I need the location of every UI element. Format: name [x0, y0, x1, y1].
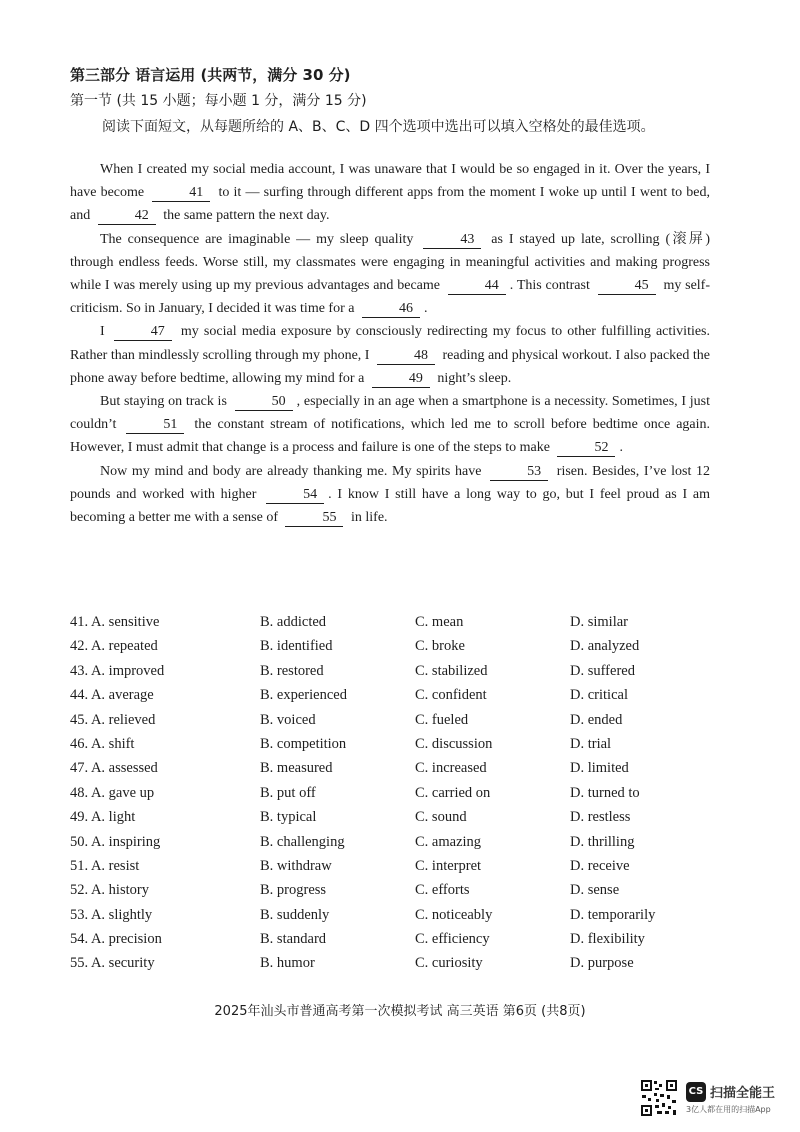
- blank-46: 46: [362, 301, 420, 318]
- option-b: B. typical: [260, 809, 317, 826]
- question-row: [70, 834, 750, 858]
- question-row: [70, 687, 750, 711]
- text: the constant stream of notifications, which led me to scroll before bedtime once again. However, I must admit that change is a process and failure is one of the steps to make: [70, 417, 711, 456]
- option-c: C. sound: [415, 809, 467, 826]
- text: The consequence are imaginable — my sleep quality: [100, 231, 414, 247]
- paragraph-3: [70, 320, 710, 390]
- question-row: [70, 638, 750, 662]
- option-d: D. purpose: [570, 955, 634, 972]
- text: . I know I still have a long way to go, but I feel proud as I am becoming a better me with a sense of: [70, 486, 711, 526]
- option-b: B. restored: [260, 662, 324, 679]
- text: night’s sleep.: [437, 370, 512, 386]
- option-d: D. turned to: [570, 784, 640, 801]
- option-b: B. measured: [260, 760, 333, 777]
- paragraph-5: [70, 460, 710, 530]
- option-c: C. interpret: [415, 857, 482, 874]
- option-a: 44. A. average: [70, 687, 154, 704]
- text: .: [619, 440, 623, 456]
- option-c: C. amazing: [415, 833, 482, 850]
- question-row: [70, 785, 750, 809]
- option-a: 53. A. slightly: [70, 906, 153, 923]
- option-a: 48. A. gave up: [70, 784, 155, 801]
- blank-54: 54: [266, 487, 324, 504]
- text: .: [423, 301, 428, 317]
- option-b: B. humor: [260, 955, 315, 972]
- blank-41: 41: [152, 185, 210, 202]
- option-b: B. put off: [260, 784, 316, 801]
- option-c: C. noticeably: [415, 906, 493, 923]
- option-c: C. efficiency: [415, 931, 490, 948]
- text: When I created my social media account, I was unaware that I would be so engaged in it. Over the years, I have become: [70, 162, 710, 201]
- option-c: C. broke: [415, 638, 465, 655]
- option-b: B. withdraw: [260, 857, 332, 874]
- option-d: D. temporarily: [570, 906, 656, 923]
- question-row: [70, 614, 750, 638]
- option-c: C. mean: [415, 614, 464, 630]
- subsection-title: 第一节 (共 15 小题；每小题 1 分，满分 15 分): [70, 93, 367, 109]
- scanner-logo-icon: CS: [686, 1082, 706, 1102]
- option-a: 42. A. repeated: [70, 638, 158, 655]
- option-a: 47. A. assessed: [70, 760, 158, 777]
- text: , especially in an age when a smartphone is a necessity. Sometimes, I just couldn’t: [70, 394, 710, 433]
- blank-53: 53: [490, 464, 548, 481]
- option-c: C. curiosity: [415, 955, 483, 972]
- question-row: [70, 760, 750, 784]
- paragraph-2: [70, 228, 710, 321]
- option-c: C. increased: [415, 760, 487, 777]
- option-a: 52. A. history: [70, 882, 149, 899]
- option-a: 49. A. light: [70, 809, 136, 826]
- text: risen. Besides, I’ve lost 12 pounds and worked with higher: [70, 463, 711, 502]
- scanner-app-name: 扫描全能王: [710, 1086, 776, 1101]
- blank-50: 50: [235, 394, 293, 411]
- text: my social media exposure by consciously redirecting my focus to other fulfilling activities. Rather than mindlessly scrolling through my phone, I: [70, 324, 711, 363]
- question-row: [70, 955, 750, 979]
- option-c: C. carried on: [415, 784, 491, 801]
- option-a: 45. A. relieved: [70, 711, 156, 728]
- blank-51: 51: [126, 417, 184, 434]
- option-d: D. ended: [570, 711, 623, 728]
- text: as I stayed up late, scrolling (滚屏) through endless feeds. Worse still, my classmates were engaging in meaningful activities and making progress while I was merely using up my previous advantages and became: [70, 231, 710, 294]
- option-b: B. experienced: [260, 687, 347, 704]
- option-c: C. efforts: [415, 882, 470, 899]
- option-d: D. critical: [570, 687, 628, 704]
- option-d: D. trial: [570, 735, 612, 752]
- option-a: 50. A. inspiring: [70, 833, 161, 850]
- text: in life.: [350, 510, 388, 526]
- option-b: B. competition: [260, 735, 347, 752]
- text: my self-criticism. So in January, I decided it was time for a: [70, 278, 710, 317]
- blank-47: 47: [114, 324, 172, 341]
- question-row: [70, 931, 750, 955]
- blank-43: 43: [423, 232, 481, 249]
- option-d: D. sense: [570, 882, 620, 899]
- option-c: C. stabilized: [415, 662, 488, 679]
- text: to it — surfing through different apps from the moment I woke up until I went to bed, and: [70, 185, 711, 224]
- option-b: B. challenging: [260, 833, 345, 850]
- scanner-tagline: 3亿人都在用的扫描App: [686, 1105, 771, 1114]
- answer-options: [70, 614, 750, 980]
- option-b: B. identified: [260, 638, 333, 655]
- option-c: C. discussion: [415, 735, 493, 752]
- option-d: D. thrilling: [570, 833, 635, 850]
- scanner-watermark: [640, 1079, 790, 1119]
- text: reading and physical workout. I also packed the phone away before bedtime, allowing my mind for a: [70, 347, 711, 386]
- option-d: D. flexibility: [570, 931, 645, 948]
- question-row: [70, 882, 750, 906]
- instructions: 阅读下面短文，从每题所给的 A、B、C、D 四个选项中选出可以填入空格处的最佳选项。: [102, 119, 655, 135]
- option-d: D. receive: [570, 857, 630, 874]
- option-a: 54. A. precision: [70, 931, 162, 948]
- question-row: [70, 809, 750, 833]
- page-footer: 2025年汕头市普通高考第一次模拟考试 高三英语 第6页 (共8页): [214, 1004, 586, 1019]
- option-b: B. addicted: [260, 614, 327, 630]
- option-b: B. standard: [260, 931, 327, 948]
- blank-52: 52: [557, 440, 615, 457]
- option-a: 46. A. shift: [70, 735, 135, 752]
- question-row: [70, 712, 750, 736]
- cloze-passage: [70, 158, 710, 529]
- blank-48: 48: [377, 348, 435, 365]
- text: But staying on track is: [100, 394, 227, 410]
- section-title: 第三部分 语言运用 (共两节，满分 30 分): [70, 66, 351, 84]
- blank-42: 42: [98, 208, 156, 225]
- option-c: C. confident: [415, 687, 487, 704]
- blank-49: 49: [372, 371, 430, 388]
- option-b: B. progress: [260, 882, 327, 899]
- option-d: D. restless: [570, 809, 631, 826]
- qr-code-icon: [640, 1079, 678, 1117]
- question-row: [70, 907, 750, 931]
- question-row: [70, 858, 750, 882]
- option-a: 51. A. resist: [70, 857, 140, 874]
- paragraph-1: [70, 158, 710, 228]
- option-d: D. limited: [570, 760, 629, 777]
- option-d: D. suffered: [570, 662, 635, 679]
- blank-44: 44: [448, 278, 506, 295]
- paragraph-4: [70, 390, 710, 460]
- text: I: [100, 324, 105, 340]
- option-a: 55. A. security: [70, 955, 155, 972]
- option-d: D. analyzed: [570, 638, 640, 655]
- question-row: [70, 663, 750, 687]
- option-a: 41. A. sensitive: [70, 614, 160, 630]
- option-b: B. suddenly: [260, 906, 330, 923]
- blank-55: 55: [285, 510, 343, 527]
- option-d: D. similar: [570, 614, 628, 630]
- option-a: 43. A. improved: [70, 662, 165, 679]
- text: . This contrast: [509, 278, 590, 294]
- option-b: B. voiced: [260, 711, 316, 728]
- text: Now my mind and body are already thanking me. My spirits have: [100, 463, 482, 479]
- text: the same pattern the next day.: [163, 208, 330, 224]
- blank-45: 45: [598, 278, 656, 295]
- question-row: [70, 736, 750, 760]
- option-c: C. fueled: [415, 711, 469, 728]
